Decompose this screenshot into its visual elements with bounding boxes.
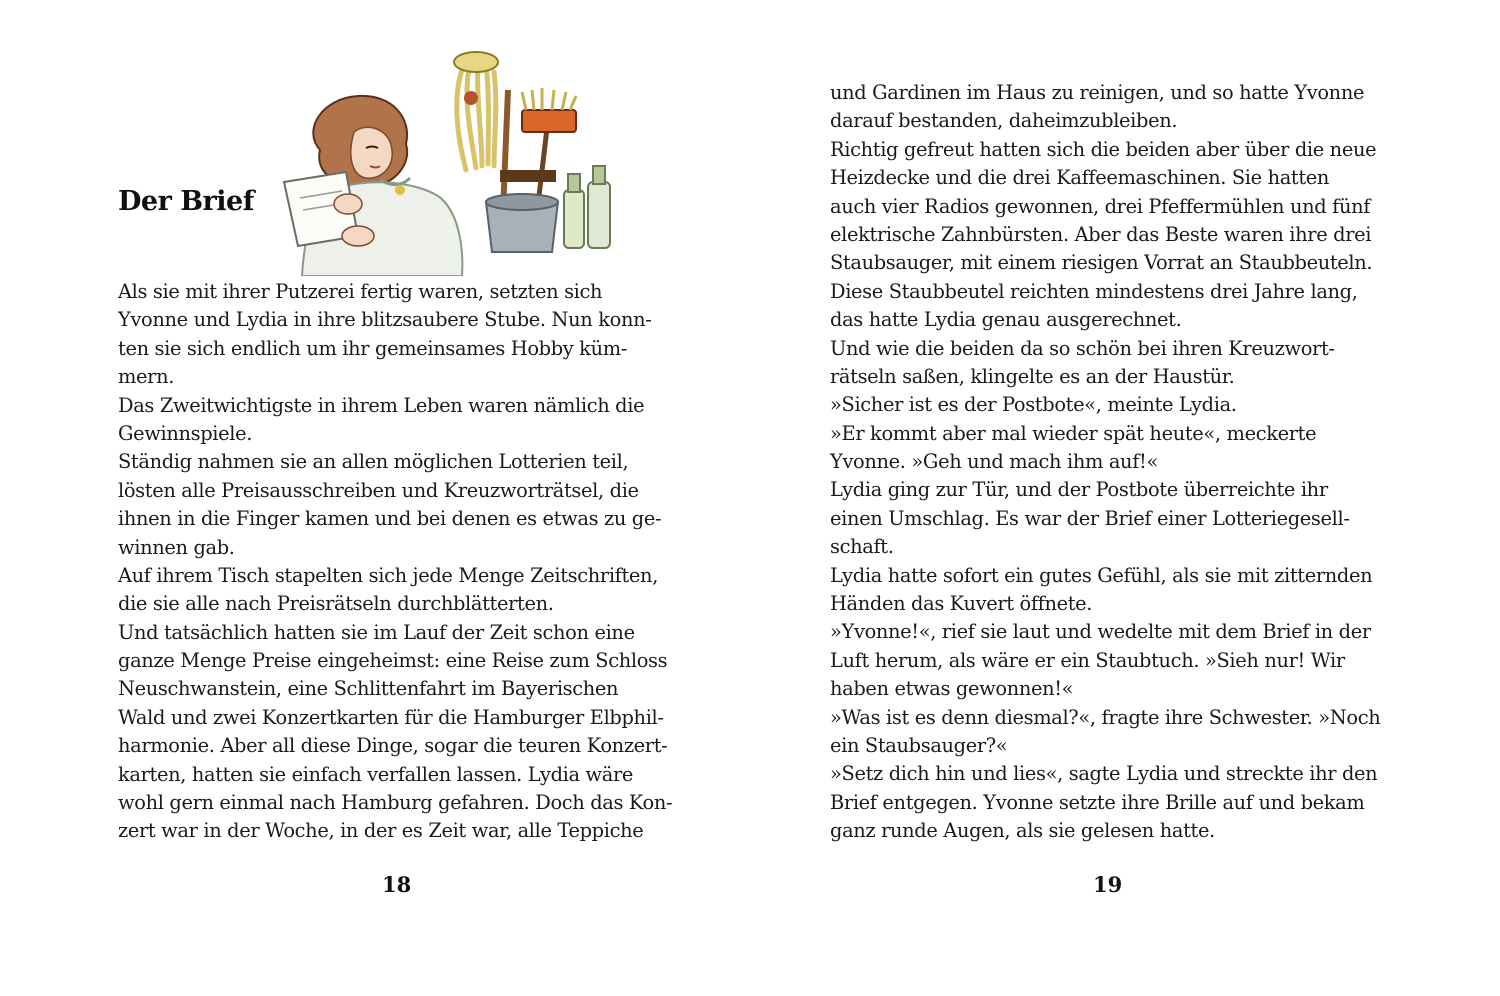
text-line: »Yvonne!«, rief sie laut und wedelte mit dem Brief in der bbox=[830, 620, 1371, 644]
text-line: winnen gab. bbox=[118, 535, 235, 559]
text-line: ihnen in die Finger kamen und bei denen es etwas zu ge- bbox=[118, 507, 662, 531]
text-line: ganz runde Augen, als sie gelesen hatte. bbox=[830, 819, 1215, 843]
text-line: Händen das Kuvert öffnete. bbox=[830, 592, 1093, 616]
text-line: Yvonne. »Geh und mach ihm auf!« bbox=[830, 450, 1158, 474]
text-line: »Er kommt aber mal wieder spät heute«, meckerte bbox=[830, 421, 1317, 445]
text-line: Auf ihrem Tisch stapelten sich jede Menge Zeitschriften, bbox=[118, 563, 659, 587]
text-line: Diese Staubbeutel reichten mindestens drei Jahre lang, bbox=[830, 279, 1358, 303]
text-line: Heizdecke und die drei Kaffeemaschinen. Sie hatten bbox=[830, 166, 1330, 190]
text-line: wohl gern einmal nach Hamburg gefahren. Doch das Kon- bbox=[118, 791, 673, 815]
text-line: Lydia ging zur Tür, und der Postbote überreichte ihr bbox=[830, 478, 1328, 502]
text-line: das hatte Lydia genau ausgerechnet. bbox=[830, 308, 1182, 332]
text-line: Als sie mit ihrer Putzerei fertig waren, setzten sich bbox=[118, 280, 603, 303]
text-line: »Setz dich hin und lies«, sagte Lydia und streckte ihr den bbox=[830, 762, 1378, 786]
text-line: lösten alle Preisausschreiben und Kreuzworträtsel, die bbox=[118, 478, 639, 502]
text-line: Das Zweitwichtigste in ihrem Leben waren nämlich die bbox=[118, 393, 645, 417]
text-line: einen Umschlag. Es war der Brief einer Lotteriegesell- bbox=[830, 506, 1350, 530]
text-line: Und wie die beiden da so schön bei ihren Kreuzwort- bbox=[830, 336, 1335, 360]
right-page-text bbox=[830, 79, 1390, 846]
page-number: 19 bbox=[1093, 872, 1123, 897]
left-page-text bbox=[118, 278, 678, 846]
text-line: Gewinnspiele. bbox=[118, 421, 253, 445]
text-line: haben etwas gewonnen!« bbox=[830, 677, 1074, 701]
text-line: die sie alle nach Preisrätseln durchblätterten. bbox=[118, 592, 554, 616]
text-line: auch vier Radios gewonnen, drei Pfeffermühlen und fünf bbox=[830, 194, 1371, 218]
right-page bbox=[750, 0, 1500, 996]
text-line: darauf bestanden, daheimzubleiben. bbox=[830, 109, 1178, 133]
text-line: elektrische Zahnbürsten. Aber das Beste waren ihre drei bbox=[830, 222, 1372, 246]
chapter-title: Der Brief bbox=[118, 186, 254, 217]
text-line: ein Staubsauger?« bbox=[830, 733, 1008, 757]
text-line: Ständig nahmen sie an allen möglichen Lotterien teil, bbox=[118, 450, 629, 474]
text-line: »Sicher ist es der Postbote«, meinte Lydia. bbox=[830, 393, 1237, 417]
text-line: »Was ist es denn diesmal?«, fragte ihre Schwester. »Noch bbox=[830, 705, 1381, 729]
text-line: Staubsauger, mit einem riesigen Vorrat an Staubbeuteln. bbox=[830, 251, 1373, 275]
page-number: 18 bbox=[382, 872, 412, 897]
text-line: Yvonne und Lydia in ihre blitzsaubere Stube. Nun konn- bbox=[118, 308, 652, 332]
text-line: harmonie. Aber all diese Dinge, sogar die teuren Konzert- bbox=[118, 734, 668, 758]
text-line: Und tatsächlich hatten sie im Lauf der Zeit schon eine bbox=[118, 620, 635, 644]
text-line: und Gardinen im Haus zu reinigen, und so hatte Yvonne bbox=[830, 81, 1365, 104]
text-line: Richtig gefreut hatten sich die beiden aber über die neue bbox=[830, 137, 1377, 161]
text-line: Neuschwanstein, eine Schlittenfahrt im Bayerischen bbox=[118, 677, 619, 701]
text-line: mern. bbox=[118, 365, 175, 389]
text-line: ganze Menge Preise eingeheimst: eine Reise zum Schloss bbox=[118, 649, 668, 673]
text-line: schaft. bbox=[830, 535, 894, 559]
text-line: Luft herum, als wäre er ein Staubtuch. »Sieh nur! Wir bbox=[830, 648, 1345, 672]
text-line: ten sie sich endlich um ihr gemeinsames Hobby küm- bbox=[118, 336, 627, 360]
text-line: Wald und zwei Konzertkarten für die Hamburger Elbphil- bbox=[118, 705, 664, 729]
text-line: Brief entgegen. Yvonne setzte ihre Brille auf und bekam bbox=[830, 790, 1365, 814]
text-line: zert war in der Woche, in der es Zeit war, alle Teppiche bbox=[118, 819, 644, 843]
text-line: rätseln saßen, klingelte es an der Haustür. bbox=[830, 364, 1235, 388]
text-line: Lydia hatte sofort ein gutes Gefühl, als sie mit zitternden bbox=[830, 563, 1373, 587]
text-line: karten, hatten sie einfach verfallen lassen. Lydia wäre bbox=[118, 762, 634, 786]
woman-reading-letter-illustration bbox=[262, 40, 682, 276]
